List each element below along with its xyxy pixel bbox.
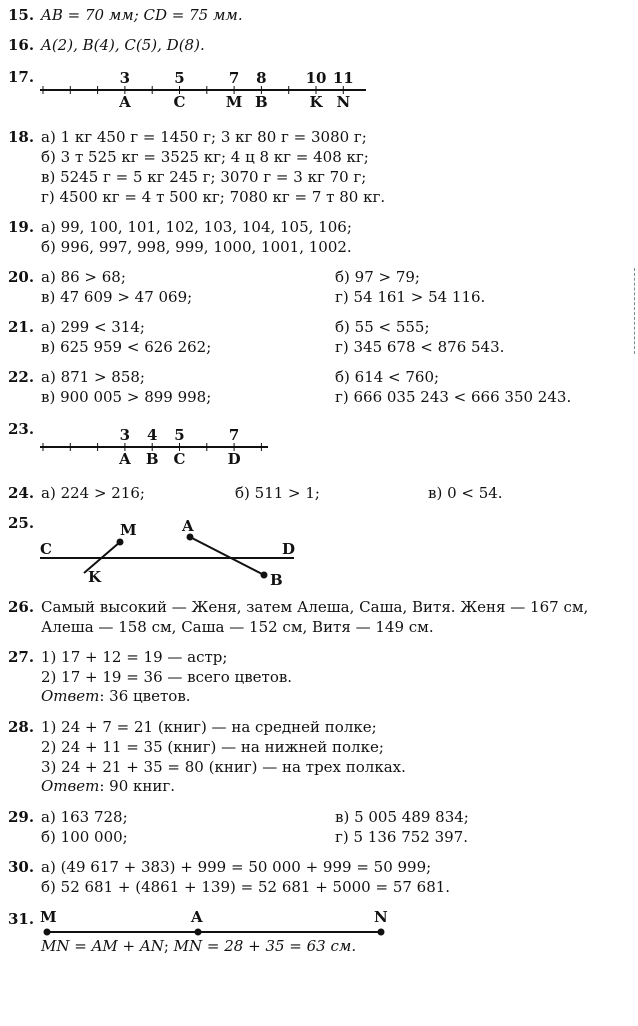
answer-line: 1) 24 + 7 = 21 (книг) — на средней полке; [41, 718, 377, 736]
point-label-C: C [40, 540, 52, 558]
problem-number: 19. [8, 218, 35, 236]
answer-line: а) 86 > 68; [41, 268, 126, 286]
answer-statement [41, 777, 175, 795]
answer-line: а) 871 > 858; [41, 368, 145, 386]
answer-line: в) 5245 г = 5 кг 245 г; 3070 г = 3 кг 70 г; [41, 168, 367, 186]
margin-dashed-line [634, 268, 635, 354]
equation-separator: ; [163, 937, 174, 955]
tick-point-label: M [225, 93, 243, 111]
answer-line: а) 1 кг 450 г = 1450 г; 3 кг 80 г = 3080 г; [41, 128, 367, 146]
problem-number: 20. [8, 268, 35, 286]
answer-line: в) 0 < 54. [428, 484, 503, 502]
answer-value: : 36 цветов. [99, 687, 191, 705]
problem-number: 23. [8, 420, 35, 438]
problem-number: 31. [8, 910, 35, 928]
tick-point-label: A [119, 450, 131, 468]
answer-line: г) 5 136 752 397. [335, 828, 468, 846]
problem-number: 17. [8, 68, 35, 86]
tick-point-label: B [255, 93, 268, 111]
problem-number: 28. [8, 718, 35, 736]
tick-number: 5 [174, 69, 185, 87]
tick-point-label: D [227, 450, 241, 468]
problem-number: 16. [8, 36, 35, 54]
tick-point-label: C [173, 450, 186, 468]
number-line-17 [0, 62, 400, 112]
problem-number: 24. [8, 484, 35, 502]
equation-2: MN = 28 + 35 = 63 см. [173, 937, 357, 955]
problem-number: 22. [8, 368, 35, 386]
problem-number: 18. [8, 128, 35, 146]
answer-line: AB = 70 мм; CD = 75 мм. [41, 6, 243, 24]
answer-line: 3) 24 + 21 + 35 = 80 (книг) — на трех полках. [41, 758, 406, 776]
tick-point-label: K [309, 93, 323, 111]
problem-number: 26. [8, 598, 35, 616]
answer-line: в) 5 005 489 834; [335, 808, 469, 826]
problem-number: 15. [8, 6, 35, 24]
answer-line: б) 511 > 1; [235, 484, 320, 502]
segment-figure-31 [0, 906, 420, 936]
answer-line: а) 299 < 314; [41, 318, 145, 336]
answer-line: в) 625 959 < 626 262; [41, 338, 212, 356]
answer-line [41, 937, 356, 955]
answer-line: а) 224 > 216; [41, 484, 145, 502]
answer-line: Самый высокий — Женя, затем Алеша, Саша, Витя. Женя — 167 см, [41, 598, 589, 616]
answer-line: A(2), B(4), C(5), D(8). [41, 36, 205, 54]
answer-line: 2) 24 + 11 = 35 (книг) — на нижней полке; [41, 738, 384, 756]
answer-line: б) 996, 997, 998, 999, 1000, 1001, 1002. [41, 238, 352, 256]
answer-statement [41, 687, 191, 705]
tick-point-label: C [173, 93, 186, 111]
tick-point-label: N [336, 93, 351, 111]
point-label-D: D [282, 540, 296, 558]
answer-line: г) 54 161 > 54 116. [335, 288, 486, 306]
tick-number: 3 [119, 69, 131, 87]
answer-label: Ответ [41, 687, 100, 705]
answer-line: а) 163 728; [41, 808, 128, 826]
answer-line: г) 4500 кг = 4 т 500 кг; 7080 кг = 7 т 80 кг. [41, 188, 386, 206]
answer-line: б) 97 > 79; [335, 268, 420, 286]
tick-point-label: A [119, 93, 131, 111]
point-label-N: N [374, 908, 388, 926]
answer-line: б) 52 681 + (4861 + 139) = 52 681 + 5000 = 57 681. [41, 878, 451, 896]
tick-number: 3 [119, 426, 131, 444]
tick-number: 7 [228, 69, 240, 87]
problem-number: 21. [8, 318, 35, 336]
answer-line: б) 614 < 760; [335, 368, 440, 386]
tick-number: 7 [228, 426, 240, 444]
equation-1: MN = AM + AN [41, 937, 164, 955]
answer-line: 2) 17 + 19 = 36 — всего цветов. [41, 668, 293, 686]
tick-point-label: B [145, 450, 159, 468]
answer-line: б) 55 < 555; [335, 318, 430, 336]
problem-number: 29. [8, 808, 35, 826]
problem-number: 30. [8, 858, 35, 876]
answer-line: а) 99, 100, 101, 102, 103, 104, 105, 106; [41, 218, 352, 236]
point-label-A: A [191, 908, 203, 926]
answer-line: б) 3 т 525 кг = 3525 кг; 4 ц 8 кг = 408 кг; [41, 148, 369, 166]
tick-number: 10 [305, 69, 327, 87]
answer-line: в) 900 005 > 899 998; [41, 388, 212, 406]
point-label-A: A [182, 517, 194, 535]
point-label-M: M [40, 908, 57, 926]
segments-figure-25 [0, 510, 320, 592]
point-label-M: M [120, 521, 137, 539]
answer-label: Ответ [41, 777, 100, 795]
problem-number: 25. [8, 514, 35, 532]
tick-number: 5 [174, 426, 185, 444]
point-label-B: B [270, 571, 283, 589]
answer-line: г) 345 678 < 876 543. [335, 338, 505, 356]
answer-line: Алеша — 158 см, Саша — 152 см, Витя — 149 см. [41, 618, 434, 636]
answer-line: 1) 17 + 12 = 19 — астр; [41, 648, 228, 666]
problem-number: 27. [8, 648, 35, 666]
answer-line: а) (49 617 + 383) + 999 = 50 000 + 999 = 50 999; [41, 858, 432, 876]
tick-number: 11 [332, 69, 354, 87]
point-label-K: K [88, 568, 102, 586]
answer-line: в) 47 609 > 47 069; [41, 288, 193, 306]
tick-number: 4 [146, 426, 158, 444]
tick-number: 8 [256, 69, 267, 87]
answer-value: : 90 книг. [99, 777, 176, 795]
answer-line: б) 100 000; [41, 828, 128, 846]
answer-line: г) 666 035 243 < 666 350 243. [335, 388, 572, 406]
number-line-23 [0, 420, 300, 470]
